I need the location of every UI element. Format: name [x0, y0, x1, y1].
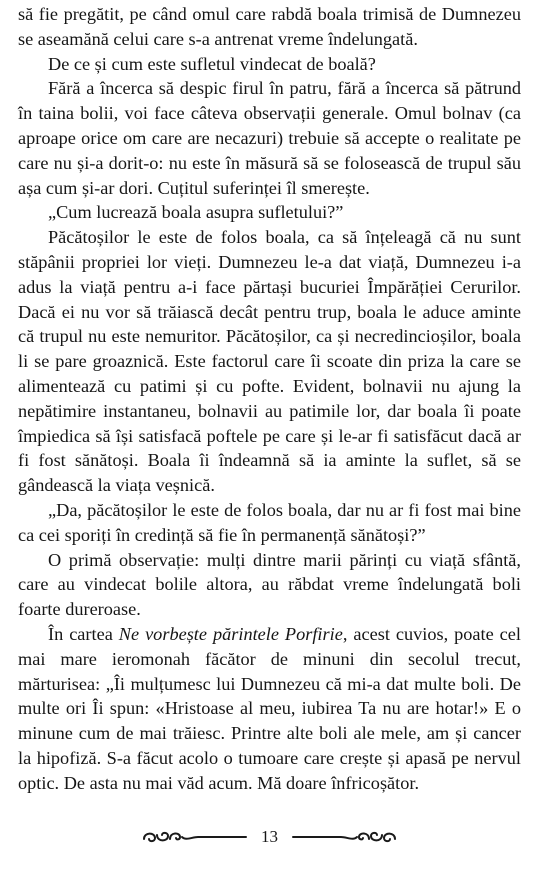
paragraph: Fără a încerca să despic firul în patru, fără a încerca să pătrund în taina bolii, voi face câteva observații generale. Omul bolnav (ca aproape orice om care are necazuri) trebuie să accepte o realitate pe care nu și-a dorit-o: nu este în măsură să se folosească de trupul său așa cum și-ar dori. Cuțitul suferinței îl smerește. — [18, 78, 521, 198]
paragraph-segment: , acest cuvios, poate cel mai mare ieromonah făcător de minuni din secolul trecut, mărturisea: „Îi mulțumesc lui Dumnezeu că mi-a dat multe boli. De multe ori Îi spun: «Hristoase al meu, iubirea Ta nu are hotar!» E o minune cum de mai trăiesc. Printre alte boli ale mele, am și cancer la hipofiză. S-a făcut acolo o tumoare care crește și apasă pe nervul optic. De asta nu mai văd acum. Mă doare înfricoșător. — [18, 623, 521, 793]
page-footer — [0, 822, 539, 852]
paragraph: să fie pregătit, pe când omul care rabdă boala trimisă de Dumnezeu se aseamănă celui care s-a antrenat vreme îndelungată. — [18, 4, 521, 49]
body-text — [18, 2, 521, 796]
paragraph-segment: În cartea — [48, 623, 119, 644]
paragraph: „Da, păcătoșilor le este de folos boala, dar nu ar fi fost mai bine ca cei sporiți în credință să fie în permanență sănătoși?” — [18, 499, 521, 545]
paragraph: De ce și cum este sufletul vindecat de boală? — [48, 53, 376, 74]
paragraph: O primă observație: mulți dintre marii părinți cu viață sfântă, care au vindecat bolile altora, au răbdat vreme îndelungată boli foarte dureroase. — [18, 549, 521, 620]
paragraph: „Cum lucrează boala asupra sufletului?” — [48, 202, 344, 223]
paragraph: Păcătoșilor le este de folos boala, ca să înțeleagă că nu sunt stăpânii propriei lor vieți. Dumnezeu le-a dat viață, Dumnezeu i-a adus la viață pentru a-i face părtași bucuriei Împărăției Cerurilor. Dacă ei nu vor să trăiască decât pentru trup, boala le aduce aminte că trupul nu este nemuritor. Păcătoșilor, ca și necredincioșilor, boala li se pare groaznică. Este factorul care îi scoate din priza la care se alimentează cu patimi și cu pofte. Evident, bolnavii nu ajung la nepătimire instantaneu, bolnavii au patimile lor, dar boala îi poate împiedica să își satisfacă poftele pe care și le-ar fi satisfăcut dacă ar fi fost sănătoși. Boala îi îndeamnă să ia aminte la suflet, să se gândească la viața veșnică. — [18, 227, 521, 496]
book-title-italic: Ne vorbește părintele Porfirie — [118, 623, 343, 644]
paragraph — [18, 622, 521, 796]
page-number: 13 — [261, 827, 278, 846]
swirl-ornament-left-icon — [140, 827, 250, 847]
swirl-ornament-right-icon — [289, 827, 399, 847]
